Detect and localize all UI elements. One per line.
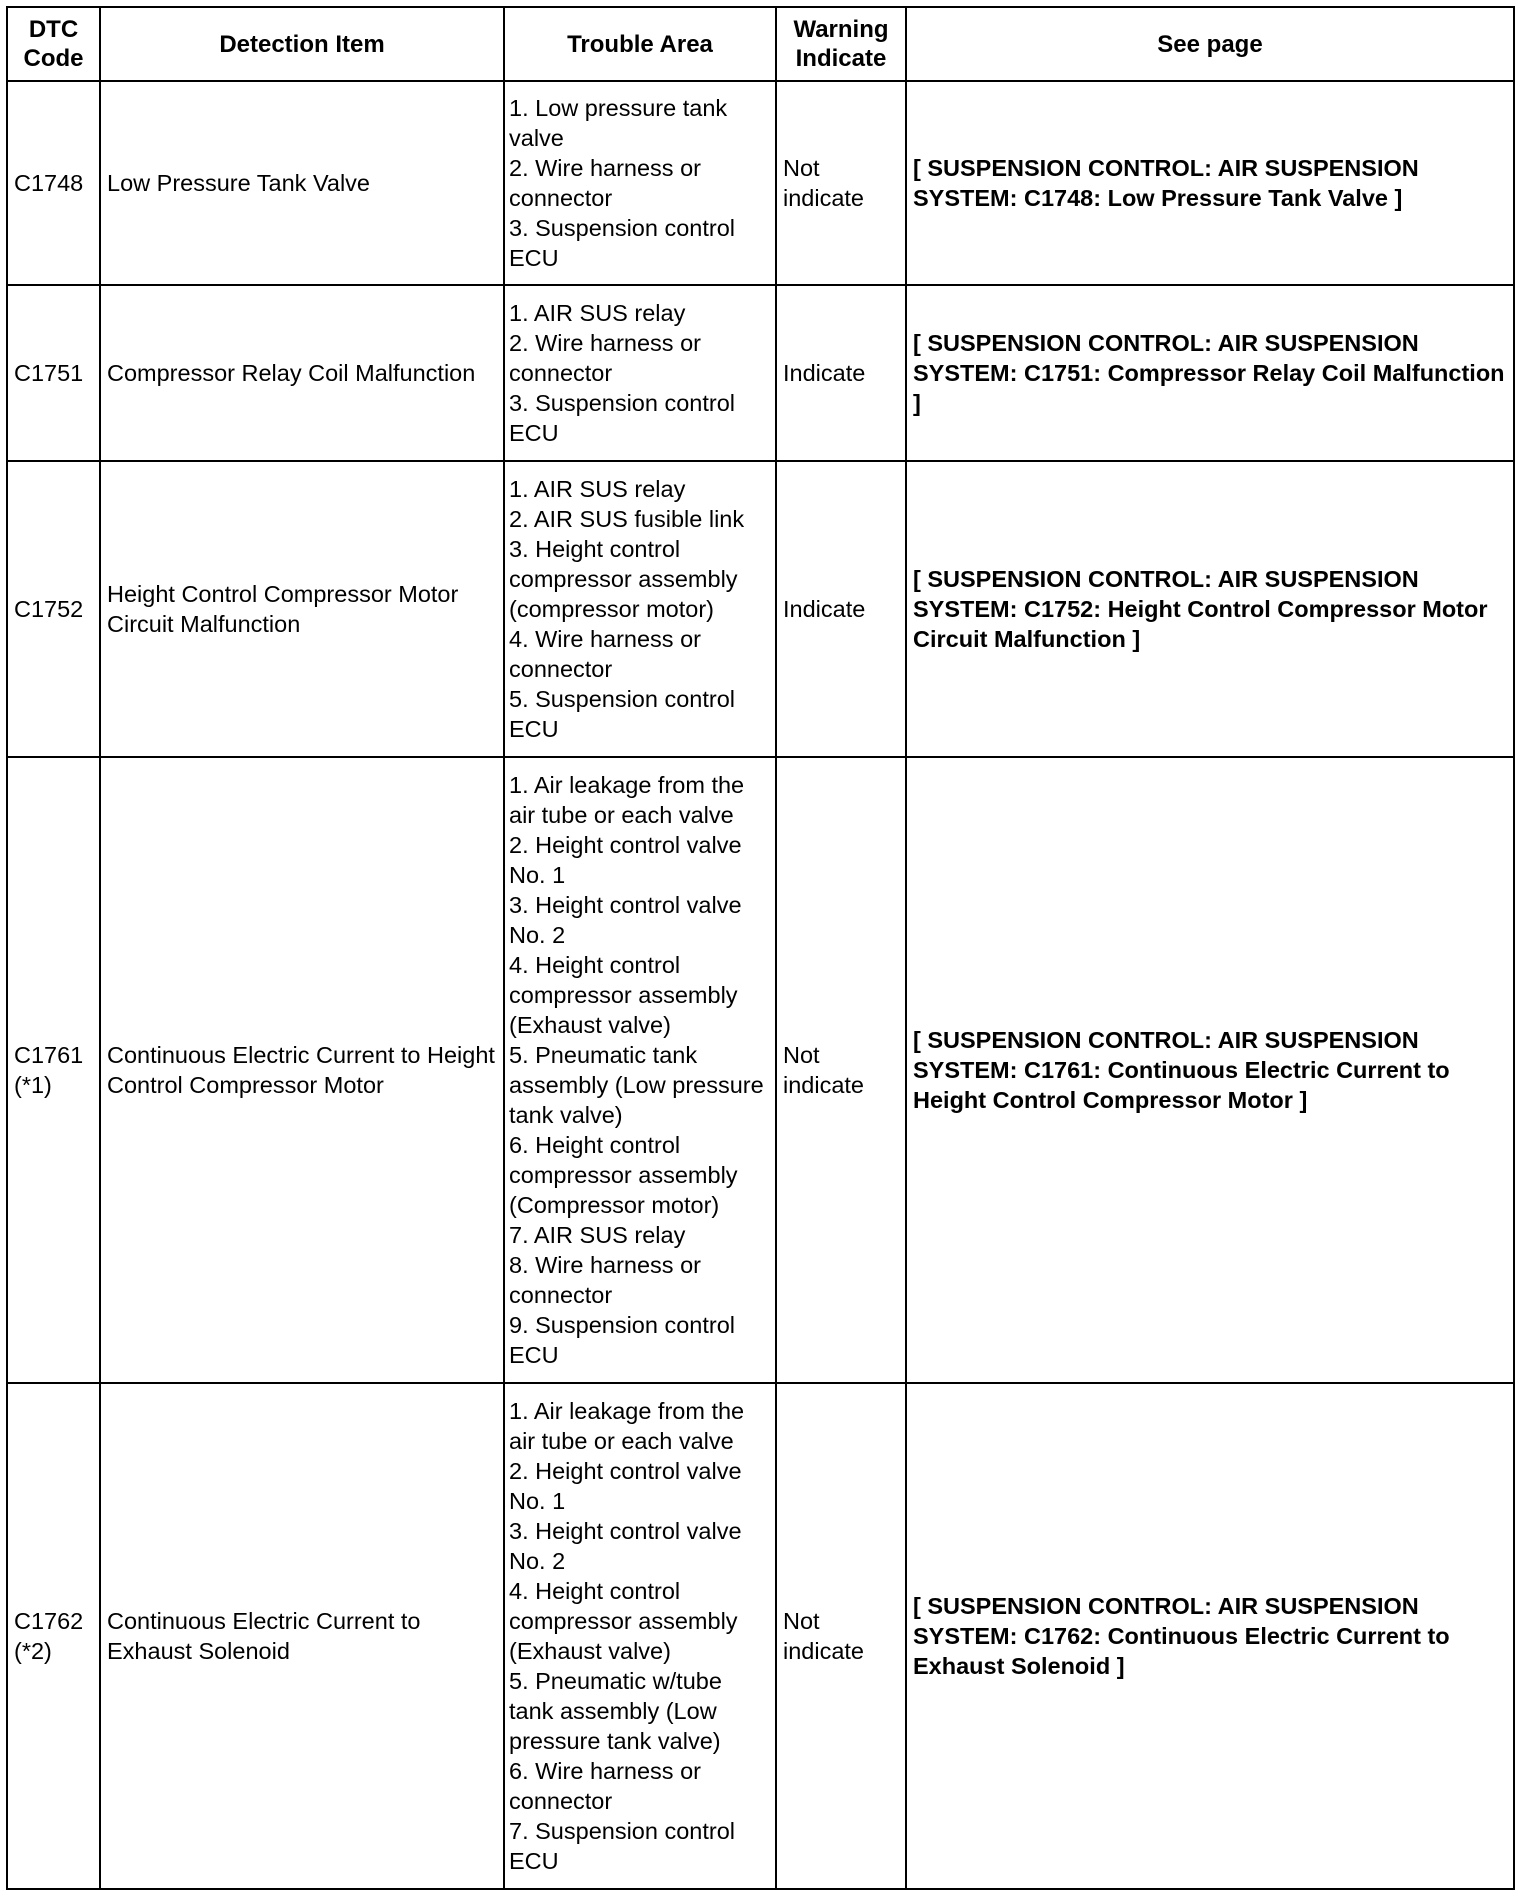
dtc-code-cell: C1761 (*1) xyxy=(7,757,100,1383)
see-page-link[interactable]: [ SUSPENSION CONTROL: AIR SUSPENSION SYSTEM: C1761: Continuous Electric Current to Height Control Compressor Motor ] xyxy=(906,757,1514,1383)
warning-indicate-cell: Not indicate xyxy=(776,1383,906,1889)
table-row xyxy=(7,461,1514,757)
detection-item-cell: Compressor Relay Coil Malfunction xyxy=(100,285,504,461)
see-page-link[interactable]: [ SUSPENSION CONTROL: AIR SUSPENSION SYSTEM: C1748: Low Pressure Tank Valve ] xyxy=(906,81,1514,285)
warning-indicate-cell: Not indicate xyxy=(776,757,906,1383)
detection-item-cell: Continuous Electric Current to Height Control Compressor Motor xyxy=(100,757,504,1383)
table-row xyxy=(7,1383,1514,1889)
trouble-area-cell: 1. AIR SUS relay 2. AIR SUS fusible link 3. Height control compressor assembly (compressor motor) 4. Wire harness or connector 5. Suspension control ECU xyxy=(504,461,776,757)
header-see-page: See page xyxy=(906,7,1514,81)
dtc-code-cell: C1748 xyxy=(7,81,100,285)
table-row xyxy=(7,285,1514,461)
trouble-area-cell: 1. Low pressure tank valve 2. Wire harness or connector 3. Suspension control ECU xyxy=(504,81,776,285)
dtc-table xyxy=(6,6,1515,1890)
header-trouble-area: Trouble Area xyxy=(504,7,776,81)
trouble-area-cell: 1. AIR SUS relay 2. Wire harness or connector 3. Suspension control ECU xyxy=(504,285,776,461)
header-dtc-code: DTC Code xyxy=(7,7,100,81)
header-warning-indicate: Warning Indicate xyxy=(776,7,906,81)
dtc-table-wrapper xyxy=(6,6,1515,1890)
see-page-link[interactable]: [ SUSPENSION CONTROL: AIR SUSPENSION SYSTEM: C1762: Continuous Electric Current to Exhaust Solenoid ] xyxy=(906,1383,1514,1889)
trouble-area-cell: 1. Air leakage from the air tube or each valve 2. Height control valve No. 1 3. Height control valve No. 2 4. Height control compressor assembly (Exhaust valve) 5. Pneumatic w/tube tank assembly (Low pressure tank valve) 6. Wire harness or connector 7. Suspension control ECU xyxy=(504,1383,776,1889)
warning-indicate-cell: Not indicate xyxy=(776,81,906,285)
trouble-area-cell: 1. Air leakage from the air tube or each valve 2. Height control valve No. 1 3. Height control valve No. 2 4. Height control compressor assembly (Exhaust valve) 5. Pneumatic tank assembly (Low pressure tank valve) 6. Height control compressor assembly (Compressor motor) 7. AIR SUS relay 8. Wire harness or connector 9. Suspension control ECU xyxy=(504,757,776,1383)
dtc-code-cell: C1751 xyxy=(7,285,100,461)
dtc-code-cell: C1752 xyxy=(7,461,100,757)
table-row xyxy=(7,757,1514,1383)
warning-indicate-cell: Indicate xyxy=(776,285,906,461)
detection-item-cell: Height Control Compressor Motor Circuit Malfunction xyxy=(100,461,504,757)
header-row xyxy=(7,7,1514,81)
warning-indicate-cell: Indicate xyxy=(776,461,906,757)
see-page-link[interactable]: [ SUSPENSION CONTROL: AIR SUSPENSION SYSTEM: C1751: Compressor Relay Coil Malfunction ] xyxy=(906,285,1514,461)
see-page-link[interactable]: [ SUSPENSION CONTROL: AIR SUSPENSION SYSTEM: C1752: Height Control Compressor Motor Circuit Malfunction ] xyxy=(906,461,1514,757)
detection-item-cell: Continuous Electric Current to Exhaust Solenoid xyxy=(100,1383,504,1889)
header-detection-item: Detection Item xyxy=(100,7,504,81)
dtc-code-cell: C1762 (*2) xyxy=(7,1383,100,1889)
table-row xyxy=(7,81,1514,285)
detection-item-cell: Low Pressure Tank Valve xyxy=(100,81,504,285)
